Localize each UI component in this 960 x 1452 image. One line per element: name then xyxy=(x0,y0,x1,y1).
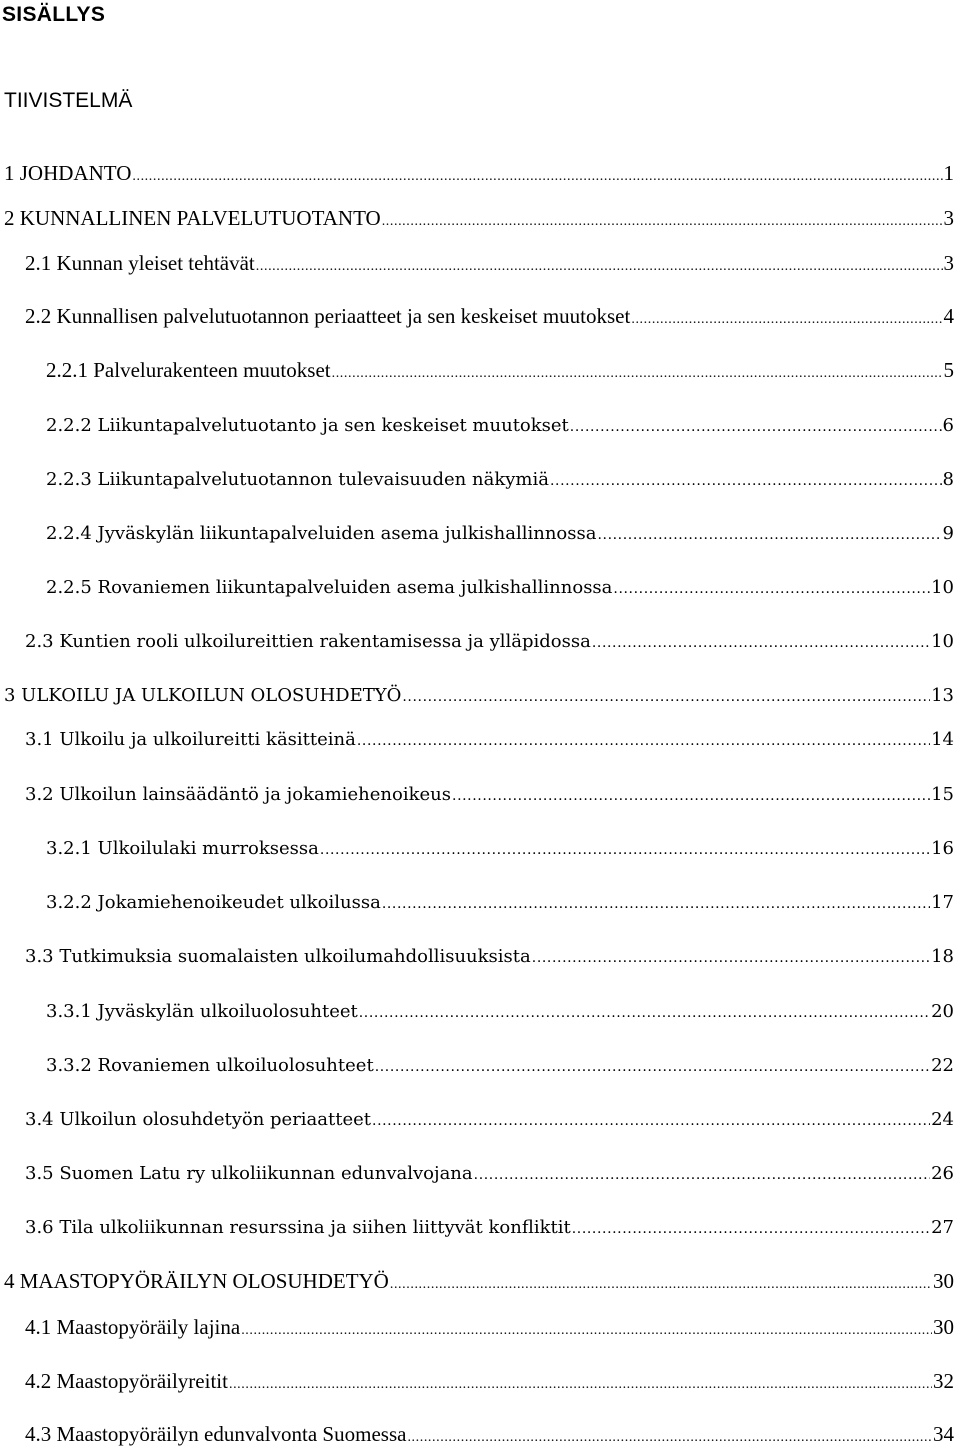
toc-entry-2[interactable] xyxy=(4,204,954,236)
toc-leader-dots xyxy=(570,413,942,441)
toc-entry-page: 26 xyxy=(931,1163,954,1184)
toc-entry-label: 3.3.1 Jyväskylän ulkoiluolosuhteet xyxy=(46,1001,358,1022)
toc-entry-1[interactable] xyxy=(4,159,954,191)
toc-entry-2-1[interactable] xyxy=(25,249,954,281)
toc-entry-3-3[interactable] xyxy=(25,943,954,972)
toc-entry-label: 3.2.1 Ulkoilulaki murroksessa xyxy=(46,838,319,859)
toc-leader-dots xyxy=(572,1215,930,1243)
toc-entry-3-3-1[interactable] xyxy=(46,998,954,1027)
toc-entry-label: 3.3.2 Rovaniemen ulkoiluolosuhteet xyxy=(46,1055,374,1076)
toc-entry-2-2[interactable] xyxy=(25,302,954,334)
toc-leader-dots xyxy=(550,467,942,495)
toc-entry-page: 8 xyxy=(942,469,954,490)
toc-leader-dots xyxy=(532,944,930,972)
toc-entry-3[interactable] xyxy=(4,682,954,711)
toc-entry-label: 2.2.5 Rovaniemen liikuntapalveluiden asema julkishallinnossa xyxy=(46,577,613,598)
toc-entry-label: 3.5 Suomen Latu ry ulkoliikunnan edunvalvojana xyxy=(25,1163,473,1184)
toc-entry-page: 10 xyxy=(931,631,954,652)
toc-entry-label: 3.2 Ulkoilun lainsäädäntö ja jokamiehenoikeus xyxy=(25,784,452,805)
toc-entry-page: 10 xyxy=(931,577,954,598)
abstract-heading[interactable]: TIIVISTELMÄ xyxy=(4,89,133,112)
toc-entry-page: 17 xyxy=(931,892,954,913)
toc-entry-label: 1 JOHDANTO xyxy=(4,161,132,185)
toc-entry-3-5[interactable] xyxy=(25,1160,954,1189)
toc-entry-label: 2.2.4 Jyväskylän liikuntapalveluiden asema julkishallinnossa xyxy=(46,523,597,544)
toc-entry-page: 20 xyxy=(931,1001,954,1022)
toc-entry-page: 13 xyxy=(931,685,954,706)
toc-leader-dots xyxy=(382,890,930,918)
toc-entry-label: 3.3 Tutkimuksia suomalaisten ulkoilumahdollisuuksista xyxy=(25,946,531,967)
toc-entry-label: 2.2.3 Liikuntapalvelutuotannon tulevaisuuden näkymiä xyxy=(46,469,549,490)
page-title: SISÄLLYS xyxy=(2,3,106,26)
toc-entry-label: 4 MAASTOPYÖRÄILYN OLOSUHDETYÖ xyxy=(4,1269,389,1293)
toc-entry-2-2-4[interactable] xyxy=(46,520,954,549)
toc-entry-page: 22 xyxy=(931,1055,954,1076)
toc-entry-page: 4 xyxy=(943,304,954,328)
toc-entry-label: 3.6 Tila ulkoliikunnan resurssina ja siihen liittyvät konfliktit xyxy=(25,1217,571,1238)
toc-leader-dots xyxy=(132,163,942,191)
toc-entry-label: 2 KUNNALLINEN PALVELUTUOTANTO xyxy=(4,206,381,230)
toc-leader-dots xyxy=(452,782,930,810)
toc-leader-dots xyxy=(597,521,941,549)
toc-entry-label: 3.4 Ulkoilun olosuhdetyön periaatteet xyxy=(25,1109,372,1130)
toc-leader-dots xyxy=(320,836,930,864)
toc-entry-4[interactable] xyxy=(4,1267,954,1299)
toc-entry-page: 34 xyxy=(933,1422,954,1446)
toc-leader-dots xyxy=(407,1424,932,1452)
toc-leader-dots xyxy=(613,575,930,603)
toc-entry-page: 30 xyxy=(933,1269,954,1293)
toc-entry-3-2-1[interactable] xyxy=(46,835,954,864)
toc-entry-2-2-5[interactable] xyxy=(46,574,954,603)
toc-entry-page: 32 xyxy=(933,1369,954,1393)
toc-entry-3-2[interactable] xyxy=(25,781,954,810)
toc-entry-3-1[interactable] xyxy=(25,726,954,755)
toc-leader-dots xyxy=(390,1271,932,1299)
toc-entry-2-2-2[interactable] xyxy=(46,412,954,441)
toc-entry-label: 2.1 Kunnan yleiset tehtävät xyxy=(25,251,255,275)
toc-entry-3-3-2[interactable] xyxy=(46,1052,954,1081)
toc-entry-2-2-3[interactable] xyxy=(46,466,954,495)
toc-entry-4-2[interactable] xyxy=(25,1367,954,1399)
toc-leader-dots xyxy=(359,999,930,1027)
toc-entry-label: 3 ULKOILU JA ULKOILUN OLOSUHDETYÖ xyxy=(4,685,402,706)
toc-entry-label: 2.2.1 Palvelurakenteen muutokset xyxy=(46,358,331,382)
toc-leader-dots xyxy=(357,727,930,755)
toc-entry-label: 2.2 Kunnallisen palvelutuotannon periaatteet ja sen keskeiset muutokset xyxy=(25,304,631,328)
toc-entry-label: 3.1 Ulkoilu ja ulkoilureitti käsitteinä xyxy=(25,729,356,750)
toc-entry-3-2-2[interactable] xyxy=(46,889,954,918)
toc-leader-dots xyxy=(256,253,943,281)
toc-entry-3-4[interactable] xyxy=(25,1106,954,1135)
toc-entry-label: 2.2.2 Liikuntapalvelutuotanto ja sen keskeiset muutokset xyxy=(46,415,569,436)
toc-entry-page: 16 xyxy=(931,838,954,859)
toc-entry-label: 4.1 Maastopyöräily lajina xyxy=(25,1315,241,1339)
toc-entry-page: 5 xyxy=(943,358,954,382)
toc-leader-dots xyxy=(375,1053,930,1081)
toc-entry-page: 9 xyxy=(942,523,954,544)
toc-entry-page: 6 xyxy=(942,415,954,436)
toc-entry-page: 30 xyxy=(933,1315,954,1339)
toc-entry-2-2-1[interactable] xyxy=(46,356,954,388)
toc-entry-label: 3.2.2 Jokamiehenoikeudet ulkoilussa xyxy=(46,892,381,913)
toc-entry-label: 2.3 Kuntien rooli ulkoilureittien rakentamisessa ja ylläpidossa xyxy=(25,631,591,652)
toc-entry-page: 15 xyxy=(931,784,954,805)
toc-entry-page: 24 xyxy=(931,1109,954,1130)
toc-entry-label: 4.3 Maastopyöräilyn edunvalvonta Suomessa xyxy=(25,1422,407,1446)
toc-leader-dots xyxy=(241,1317,932,1345)
toc-leader-dots xyxy=(229,1371,932,1399)
toc-entry-4-3[interactable] xyxy=(25,1420,954,1452)
toc-leader-dots xyxy=(592,629,930,657)
toc-leader-dots xyxy=(402,683,930,711)
toc-leader-dots xyxy=(372,1107,930,1135)
toc-entry-page: 27 xyxy=(931,1217,954,1238)
toc-entry-page: 18 xyxy=(931,946,954,967)
toc-entry-page: 3 xyxy=(943,251,954,275)
toc-leader-dots xyxy=(474,1161,930,1189)
toc-entry-4-1[interactable] xyxy=(25,1313,954,1345)
toc-entry-page: 3 xyxy=(943,206,954,230)
toc-leader-dots xyxy=(631,306,942,334)
toc-entry-page: 1 xyxy=(943,161,954,185)
toc-entry-page: 14 xyxy=(931,729,954,750)
toc-entry-3-6[interactable] xyxy=(25,1214,954,1243)
toc-entry-label: 4.2 Maastopyöräilyreitit xyxy=(25,1369,228,1393)
toc-leader-dots xyxy=(382,208,943,236)
toc-leader-dots xyxy=(332,360,943,388)
toc-entry-2-3[interactable] xyxy=(25,628,954,657)
